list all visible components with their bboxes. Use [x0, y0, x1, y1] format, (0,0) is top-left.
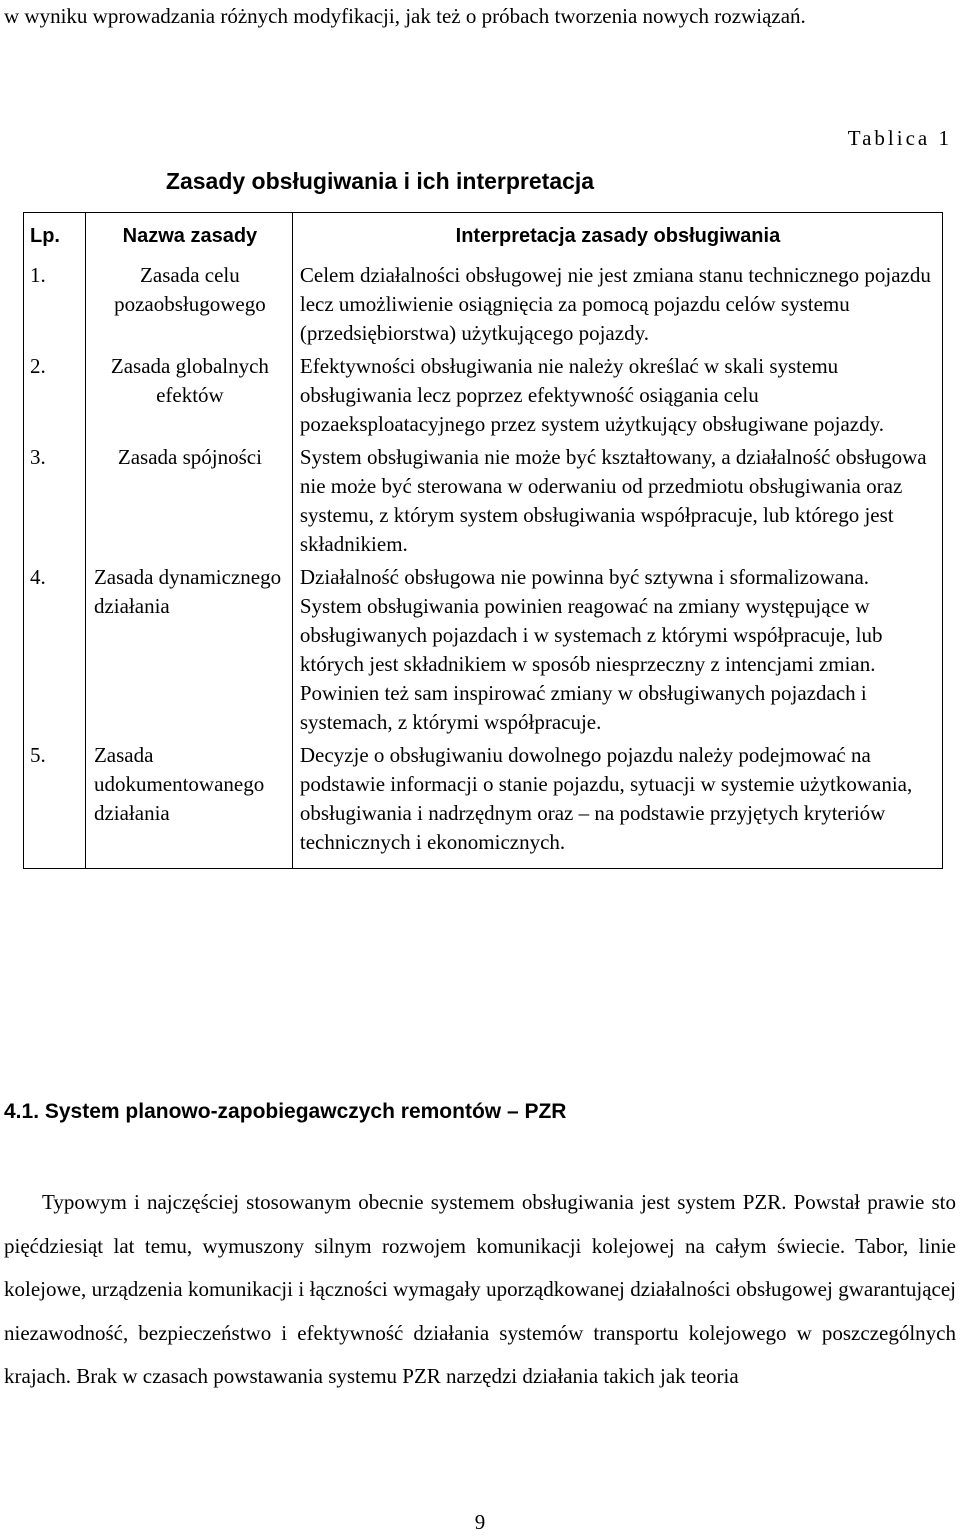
row-num: 5.	[30, 743, 46, 767]
row-interpretation: Efektywności obsługiwania nie należy określać w skali systemu obsługiwania lecz poprzez efektywność osiągania celu pozaeksploatacyjnego przez system użytkujący obsługiwane pojazdy.	[299, 354, 884, 436]
rules-table	[23, 212, 943, 869]
table-label: Tablica 1	[847, 126, 952, 150]
table-row	[24, 561, 943, 739]
table-row	[24, 739, 943, 869]
row-name: Zasada spójności	[117, 445, 262, 469]
row-num: 4.	[30, 565, 46, 589]
row-interpretation: Działalność obsługowa nie powinna być sztywna i sformalizowana. System obsługiwania powinien reagować na zmiany występujące w obsługiwanych pojazdach i w systemach z którymi współpracuje, lub których jest składnikiem w sposób niesprzeczny z intencjami zmian. Powinien też sam inspirować zmiany w obsługiwanych pojazdach i systemach, z którymi współpracuje.	[299, 565, 883, 734]
table-row	[24, 350, 943, 441]
header-interpretation: Interpretacja zasady obsługiwania	[292, 213, 942, 260]
row-num: 3.	[30, 445, 46, 469]
section-heading: 4.1. System planowo-zapobiegawczych remontów – PZR	[4, 1100, 567, 1123]
row-interpretation: Decyzje o obsługiwaniu dowolnego pojazdu należy podejmować na podstawie informacji o stanie pojazdu, sytuacji w systemie użytkowania, obsługiwania i nadrzędnym oraz – na podstawie przyjętych kryteriów technicznych i ekonomicznych.	[299, 743, 913, 854]
header-num: Lp.	[24, 213, 86, 260]
section-body: Typowym i najczęściej stosowanym obecnie systemem obsługiwania jest system PZR. Powstał prawie sto pięćdziesiąt lat temu, wymuszony silnym rozwojem komunikacji kolejowej na całym świecie. Tabor, linie kolejowe, urządzenia komunikacji i łączności wymagały uporządkowanej działalności obsługowej gwarantującej niezawodność, bezpieczeństwo i efektywność działania systemów transportu kolejowego w poszczególnych krajach. Brak w czasach powstawania systemu PZR narzędzi działania takich jak teoria	[4, 1190, 956, 1388]
row-name: Zasada globalnych efektów	[110, 354, 269, 407]
row-num: 2.	[30, 354, 46, 378]
table-row	[24, 259, 943, 350]
table-header-row	[24, 213, 943, 260]
table-title: Zasady obsługiwania i ich interpretacja	[165, 168, 595, 194]
header-name: Nazwa zasady	[85, 213, 292, 260]
row-interpretation: Celem działalności obsługowej nie jest zmiana stanu technicznego pojazdu lecz umożliwienie osiągnięcia za pomocą pojazdu celów systemu (przedsiębiorstwa) użytkującego pojazdy.	[299, 263, 931, 345]
page-number: 9	[474, 1510, 486, 1534]
row-num: 1.	[30, 263, 46, 287]
row-name: Zasada dynamicznego działania	[93, 565, 282, 618]
row-name: Zasada celu pozaobsługowego	[114, 263, 266, 316]
table-row	[24, 441, 943, 561]
intro-paragraph: w wyniku wprowadzania różnych modyfikacji, jak też o próbach tworzenia nowych rozwiązań.	[4, 4, 806, 28]
row-name: Zasada udokumentowanego działania	[93, 743, 265, 825]
row-interpretation: System obsługiwania nie może być kształtowany, a działalność obsługowa nie może być sterowana w oderwaniu od przedmiotu obsługiwania oraz systemu, z którym system obsługiwania współpracuje, lub którego jest składnikiem.	[299, 445, 927, 556]
